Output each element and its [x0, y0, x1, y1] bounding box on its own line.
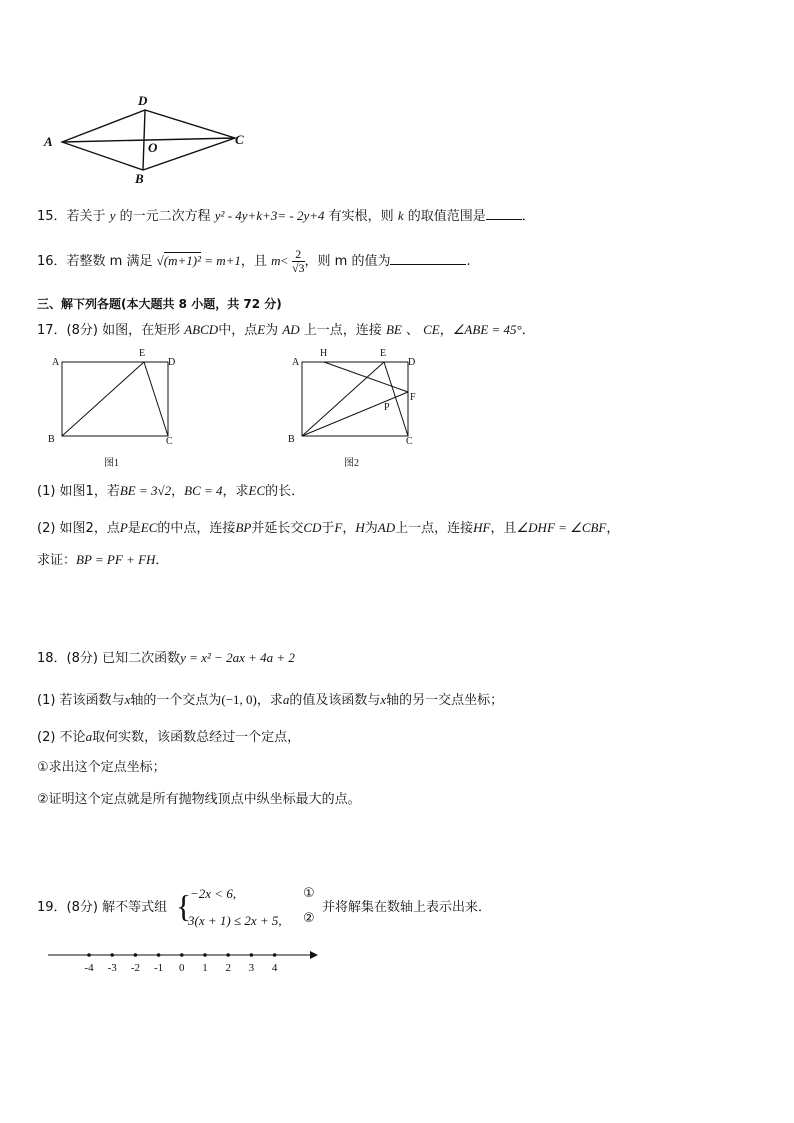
sqrt-expression: √(m+1)² = m+1	[156, 253, 241, 268]
text: ，则 m 的值为	[304, 254, 391, 269]
tick-label: -2	[130, 962, 140, 974]
tick-label: 0	[179, 962, 185, 974]
tick-label: 3	[248, 962, 255, 974]
tick-dot	[250, 953, 254, 957]
equation-rhs: = m+1	[204, 253, 241, 268]
var-x: x	[380, 692, 387, 707]
label-o: O	[148, 140, 158, 155]
bc-value: BC = 4	[184, 483, 223, 498]
text: 的中点，连接	[157, 521, 236, 536]
question-17-part-2	[37, 520, 619, 537]
tick-label: 1	[202, 962, 208, 974]
text: ．	[521, 209, 535, 224]
question-17-part-1	[37, 483, 304, 500]
be-value: BE = 3√2	[119, 483, 172, 498]
text: 上一点，连接	[395, 521, 474, 536]
text: ，求	[256, 693, 283, 708]
seg-hf: HF	[473, 520, 491, 535]
mark-1: ①	[303, 886, 315, 901]
prove-equation: BP = PF + FH	[76, 552, 156, 567]
text: 中，点	[218, 323, 258, 338]
text: 上一点，连接	[303, 323, 382, 338]
var-x: x	[124, 692, 131, 707]
question-18-part-2	[37, 729, 300, 746]
text: ，	[342, 521, 356, 536]
question-18-part-1	[37, 692, 503, 709]
seg-be: BE	[385, 322, 402, 337]
tick-dot	[273, 953, 277, 957]
rhombus-figure	[40, 90, 260, 190]
angle-dhf: ∠DHF = ∠CBF	[516, 520, 607, 535]
question-16	[37, 244, 471, 279]
text: (1) 如图1，若	[37, 484, 120, 499]
fig2-label-b: B	[288, 434, 295, 445]
text: 为	[265, 323, 279, 338]
number-line	[44, 944, 334, 978]
fig1-label-d: D	[168, 357, 176, 368]
text: ．	[521, 323, 535, 338]
question-19	[37, 900, 167, 916]
question-number: 16．	[37, 254, 67, 269]
text: 并将解集在数轴上表示出来．	[322, 900, 492, 915]
text: ，	[606, 521, 620, 536]
fig1-label-c: C	[166, 436, 173, 447]
question-18-sub-2: ②证明这个定点就是所有抛物线顶点中纵坐标最大的点。	[37, 792, 361, 807]
point-h: H	[355, 520, 365, 535]
point-p: P	[119, 520, 128, 535]
text: 的取值范围是	[407, 209, 486, 224]
text: 的值及该函数与	[289, 693, 381, 708]
text: 于	[321, 521, 335, 536]
text: 若关于	[66, 209, 106, 224]
text: (2) 如图2，点	[37, 521, 120, 536]
answer-blank[interactable]	[390, 252, 466, 265]
tick-dot	[203, 953, 207, 957]
text: 的长．	[265, 484, 305, 499]
seg-ec: EC	[248, 483, 266, 498]
tick-dot	[110, 953, 114, 957]
less-than: <	[280, 253, 288, 268]
var-a: a	[282, 692, 290, 707]
rect-abcd: ABCD	[184, 322, 219, 337]
seg-ce: CE	[423, 322, 440, 337]
tick-label: -4	[84, 962, 94, 974]
fig1-label-a: A	[52, 357, 60, 368]
seg-ad: AD	[377, 520, 396, 535]
tick-dot	[134, 953, 138, 957]
text: 求证：	[37, 553, 77, 568]
text: 为	[364, 521, 378, 536]
left-brace: {	[176, 888, 192, 924]
text: 、	[405, 323, 419, 338]
fraction	[292, 248, 305, 275]
fig2-label-h: H	[320, 348, 328, 359]
tick-dot	[180, 953, 184, 957]
equation: y² - 4y+k+3= - 2y+4	[214, 208, 325, 223]
question-17	[37, 322, 535, 339]
inequality-1: −2x < 6,	[190, 886, 237, 901]
var-k: k	[397, 208, 404, 223]
question-18	[37, 650, 295, 667]
point-f: F	[334, 520, 343, 535]
label-a: A	[44, 134, 53, 149]
angle-abe: ∠ABE = 45°	[452, 322, 522, 337]
text: ，	[439, 323, 453, 338]
var-m: m	[271, 253, 281, 268]
fig1-label-b: B	[48, 434, 55, 445]
var-a: a	[85, 729, 93, 744]
fig2-label-c: C	[406, 436, 413, 447]
seg-bp: BP	[235, 520, 252, 535]
tick-label: -3	[107, 962, 117, 974]
section-title: 三、解下列各题(本大题共 8 小题，共 72 分)	[37, 297, 282, 311]
label-c: C	[235, 132, 244, 147]
fig2-label-f: F	[410, 392, 416, 403]
fig1-label-e: E	[139, 348, 146, 359]
function-expression: y = x² − 2ax + 4a + 2	[180, 650, 295, 665]
text: ，且	[490, 521, 517, 536]
inequality-2: 3(x + 1) ≤ 2x + 5,	[188, 913, 282, 928]
tick-label: 2	[225, 962, 231, 974]
seg-ad: AD	[282, 322, 300, 337]
text: .	[466, 254, 471, 269]
fig2-label-p: P	[384, 402, 390, 413]
fig2-caption: 图2	[344, 458, 359, 469]
text: ．	[155, 553, 169, 568]
seg-ec: EC	[140, 520, 158, 535]
text: 的一元二次方程	[119, 209, 211, 224]
tick-label: -1	[154, 962, 164, 974]
text: 并延长交	[251, 521, 304, 536]
tick-label: 4	[271, 962, 278, 974]
text: 是	[127, 521, 141, 536]
text: 17．(8分) 如图，在矩形	[37, 323, 181, 338]
tick-dot	[157, 953, 161, 957]
question-number: 15．	[37, 209, 67, 224]
text: ，且	[240, 254, 267, 269]
text: 轴的另一交点坐标；	[386, 693, 504, 708]
fig2-label-a: A	[292, 357, 300, 368]
text: 取何实数，该函数总经过一个定点，	[92, 730, 301, 745]
fig1-caption: 图1	[104, 458, 119, 469]
seg-cd: CD	[303, 520, 322, 535]
fig2-label-e: E	[380, 348, 387, 359]
text: 18．(8分) 已知二次函数	[37, 651, 181, 666]
question-15	[37, 207, 535, 225]
text: 19．(8分) 解不等式组	[37, 900, 168, 915]
tick-dot	[226, 953, 230, 957]
text: (1) 若该函数与	[37, 693, 125, 708]
question-17-prove	[37, 552, 168, 569]
text: 若整数 m 满足	[66, 254, 153, 269]
point-coordinates: (−1, 0)	[221, 692, 257, 707]
text: ，求	[222, 484, 249, 499]
var-y: y	[109, 208, 116, 223]
figure-2	[280, 346, 430, 472]
fig2-label-d: D	[408, 357, 416, 368]
fraction-denominator: √3	[291, 261, 305, 275]
radicand: (m+1)²	[163, 253, 201, 268]
figure-1	[40, 346, 190, 472]
point-e: E	[257, 322, 266, 337]
mark-2: ②	[303, 911, 315, 926]
label-b: B	[135, 171, 144, 186]
label-d: D	[138, 93, 148, 108]
fraction-numerator: 2	[292, 248, 305, 262]
text: ，	[171, 484, 185, 499]
tick-dot	[87, 953, 91, 957]
text: 有实根，则	[328, 209, 394, 224]
text: 轴的一个交点为	[130, 693, 222, 708]
question-18-sub-1: ①求出这个定点坐标；	[37, 760, 166, 775]
text: (2) 不论	[37, 730, 86, 745]
answer-blank[interactable]	[486, 207, 522, 220]
